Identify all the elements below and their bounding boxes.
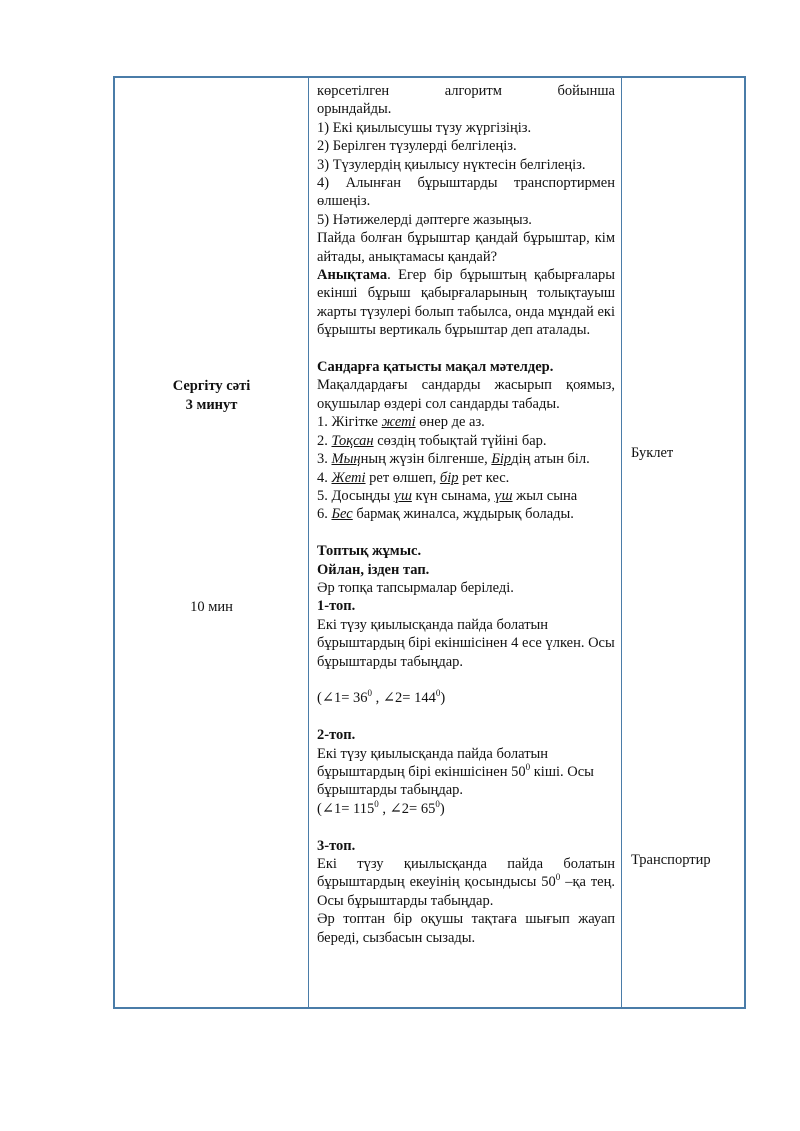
proverbs-intro: Мақалдардағы сандарды жасырып қоямыз, оқушылар өздері сол сандарды табады. xyxy=(317,377,615,412)
group1-answer: (∠1= $36^0$ , ∠2= $144^0$) xyxy=(317,688,446,707)
proverb-item: 3. Мыңның жүзін білгенше, Бірдің атын біл. xyxy=(317,451,590,468)
group1-title: 1-топ. xyxy=(317,598,356,615)
algorithm-step: 1) Екі қиылысушы түзу жүргізіңіз. xyxy=(317,119,532,136)
group-work-intro: Әр топқа тапсырмалар беріледі. xyxy=(317,579,514,596)
group3-text: Екі түзу қиылысқанда пайда болатын бұрыштардың екеуінің қосындысы $50^0$ –қа тең. Осы бұрыштарды табыңдар. xyxy=(317,855,615,909)
proverb-item: 2. Тоқсан сөздің тобықтай түйіні бар. xyxy=(317,432,547,449)
resource-booklet: Буклет xyxy=(631,445,674,461)
algorithm-step: 2) Берілген түзулерді белгілеңіз. xyxy=(317,138,517,155)
proverb-item: 4. Жеті рет өлшеп, бір рет кес. xyxy=(317,469,510,486)
algorithm-step: 5) Нәтижелерді дәптерге жазыңыз. xyxy=(317,211,532,228)
group-work-subtitle: Ойлан, ізден тап. xyxy=(317,561,430,578)
proverb-item: 6. Бес бармақ жиналса, жұдырық болады. xyxy=(317,506,574,523)
stage-column xyxy=(115,78,308,1007)
group2-title: 2-топ. xyxy=(317,727,356,744)
definition-term: Анықтама xyxy=(317,267,388,284)
break-title: Сергіту сәті xyxy=(172,378,251,394)
activity-column xyxy=(308,78,622,1007)
break-duration: 3 минут xyxy=(185,397,238,413)
proverb-item: 1. Жігітке жеті өнер де аз. xyxy=(317,414,485,431)
group-work-title: Топтық жұмыс. xyxy=(317,543,422,560)
proverb-item: 5. Досыңды үш күн сынама, үш жыл сына xyxy=(317,487,578,504)
resource-protractor: Транспортир xyxy=(631,852,711,868)
question-text: Пайда болған бұрыштар қандай бұрыштар, кім айтады, анықтамасы қандай? xyxy=(317,230,615,265)
proverbs-title: Сандарға қатысты мақал мәтелдер. xyxy=(317,359,554,376)
definition-text: . Егер бір бұрыштың қабырғалары екінші бұрыш қабырғаларының толықтауыш жарты түзулері болып табылса, онда мұндай екі бұрышты вертикаль бұрыштар деп аталады. xyxy=(317,267,615,339)
algorithm-step: 3) Түзулердің қиылысу нүктесін белгілеңіз. xyxy=(317,156,586,173)
lesson-table xyxy=(113,76,746,1009)
group1-text: Екі түзу қиылысқанда пайда болатын бұрыштардың бірі екіншісінен 4 есе үлкен. Осы бұрыштарды табыңдар. xyxy=(317,616,615,670)
group2-text: Екі түзу қиылысқанда пайда болатын бұрыштардың бірі екіншісінен $50^0$ кіші. Осы бұрыштарды табыңдар. xyxy=(317,745,594,799)
closing-text: Әр топтан бір оқушы тақтаға шығып жауап береді, сызбасын сызады. xyxy=(317,911,615,946)
group2-answer: (∠1= $115^0$ , ∠2= $65^0$) xyxy=(317,798,445,817)
group-duration: 10 мин xyxy=(190,599,233,615)
intro-line: көрсетілген алгоритм бойынша xyxy=(317,83,615,99)
group3-title: 3-топ. xyxy=(317,837,356,854)
resources-column xyxy=(622,78,744,1007)
activity-content xyxy=(317,82,615,947)
algorithm-step: 4) Алынған бұрыштарды транспортирмен өлшеңіз. xyxy=(317,175,615,210)
intro-line: орындайды. xyxy=(317,101,392,118)
definition-paragraph xyxy=(317,266,615,340)
